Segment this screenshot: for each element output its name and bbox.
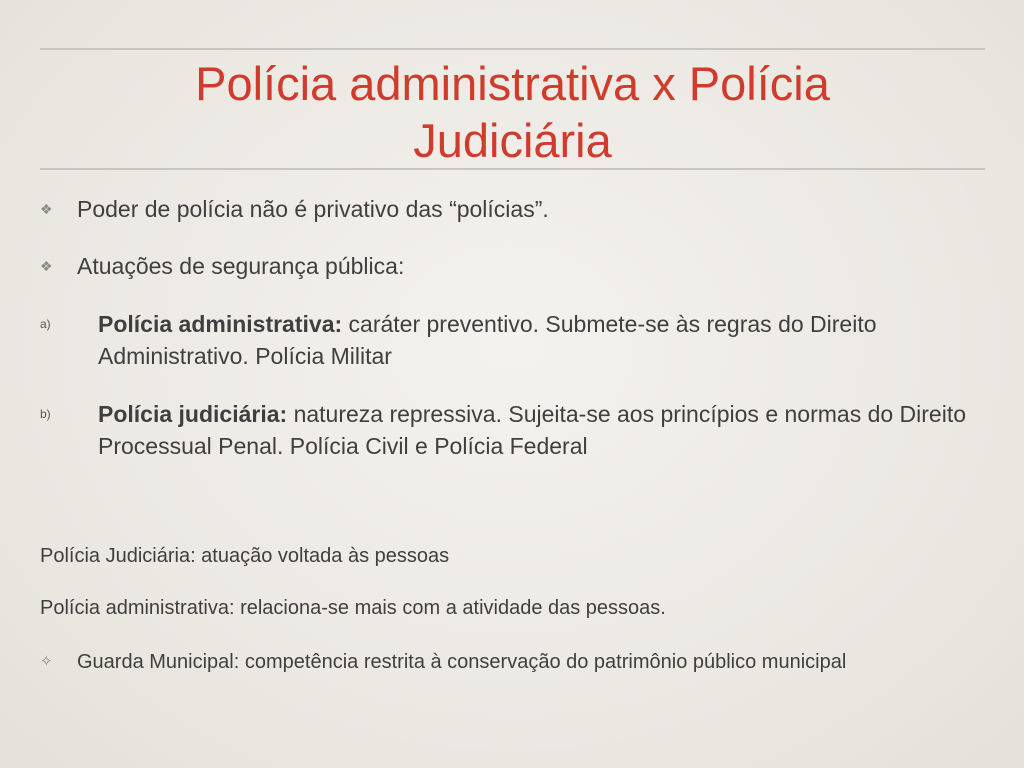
title-divider <box>40 168 985 170</box>
term-label: Polícia judiciária: <box>98 401 288 427</box>
slide-title-line-2: Judiciária <box>413 114 612 167</box>
term-label: Polícia administrativa: <box>98 311 343 337</box>
lettered-text <box>98 398 980 462</box>
diamond-flower-icon: ❖ <box>40 201 53 217</box>
term-description: caráter preventivo. Submete-se às regras do Direito Administrativo. Polícia Militar <box>98 311 877 369</box>
lettered-item-b <box>40 398 980 462</box>
list-marker: a) <box>40 317 51 331</box>
diamond-flower-icon: ❖ <box>40 258 53 274</box>
slide-title <box>40 55 985 169</box>
lettered-text <box>98 308 980 372</box>
bullet-text: Guarda Municipal: competência restrita à conservação do patrimônio público municipal <box>77 651 847 673</box>
bullet-text: Atuações de segurança pública: <box>77 253 405 279</box>
four-point-star-icon: ✧ <box>40 653 53 670</box>
slide-title-line-1: Polícia administrativa x Polícia <box>195 57 830 110</box>
paragraph: Polícia Judiciária: atuação voltada às pessoas <box>40 545 450 567</box>
term-description: natureza repressiva. Sujeita-se aos princípios e normas do Direito Processual Penal. Polícia Civil e Polícia Federal <box>98 401 967 459</box>
lettered-item-a <box>40 308 980 372</box>
top-divider <box>40 48 985 50</box>
final-bullet <box>40 648 980 676</box>
paragraph: Polícia administrativa: relaciona-se mais com a atividade das pessoas. <box>40 597 666 619</box>
bullet-text: Poder de polícia não é privativo das “polícias”. <box>77 196 549 222</box>
list-marker: b) <box>40 407 51 421</box>
